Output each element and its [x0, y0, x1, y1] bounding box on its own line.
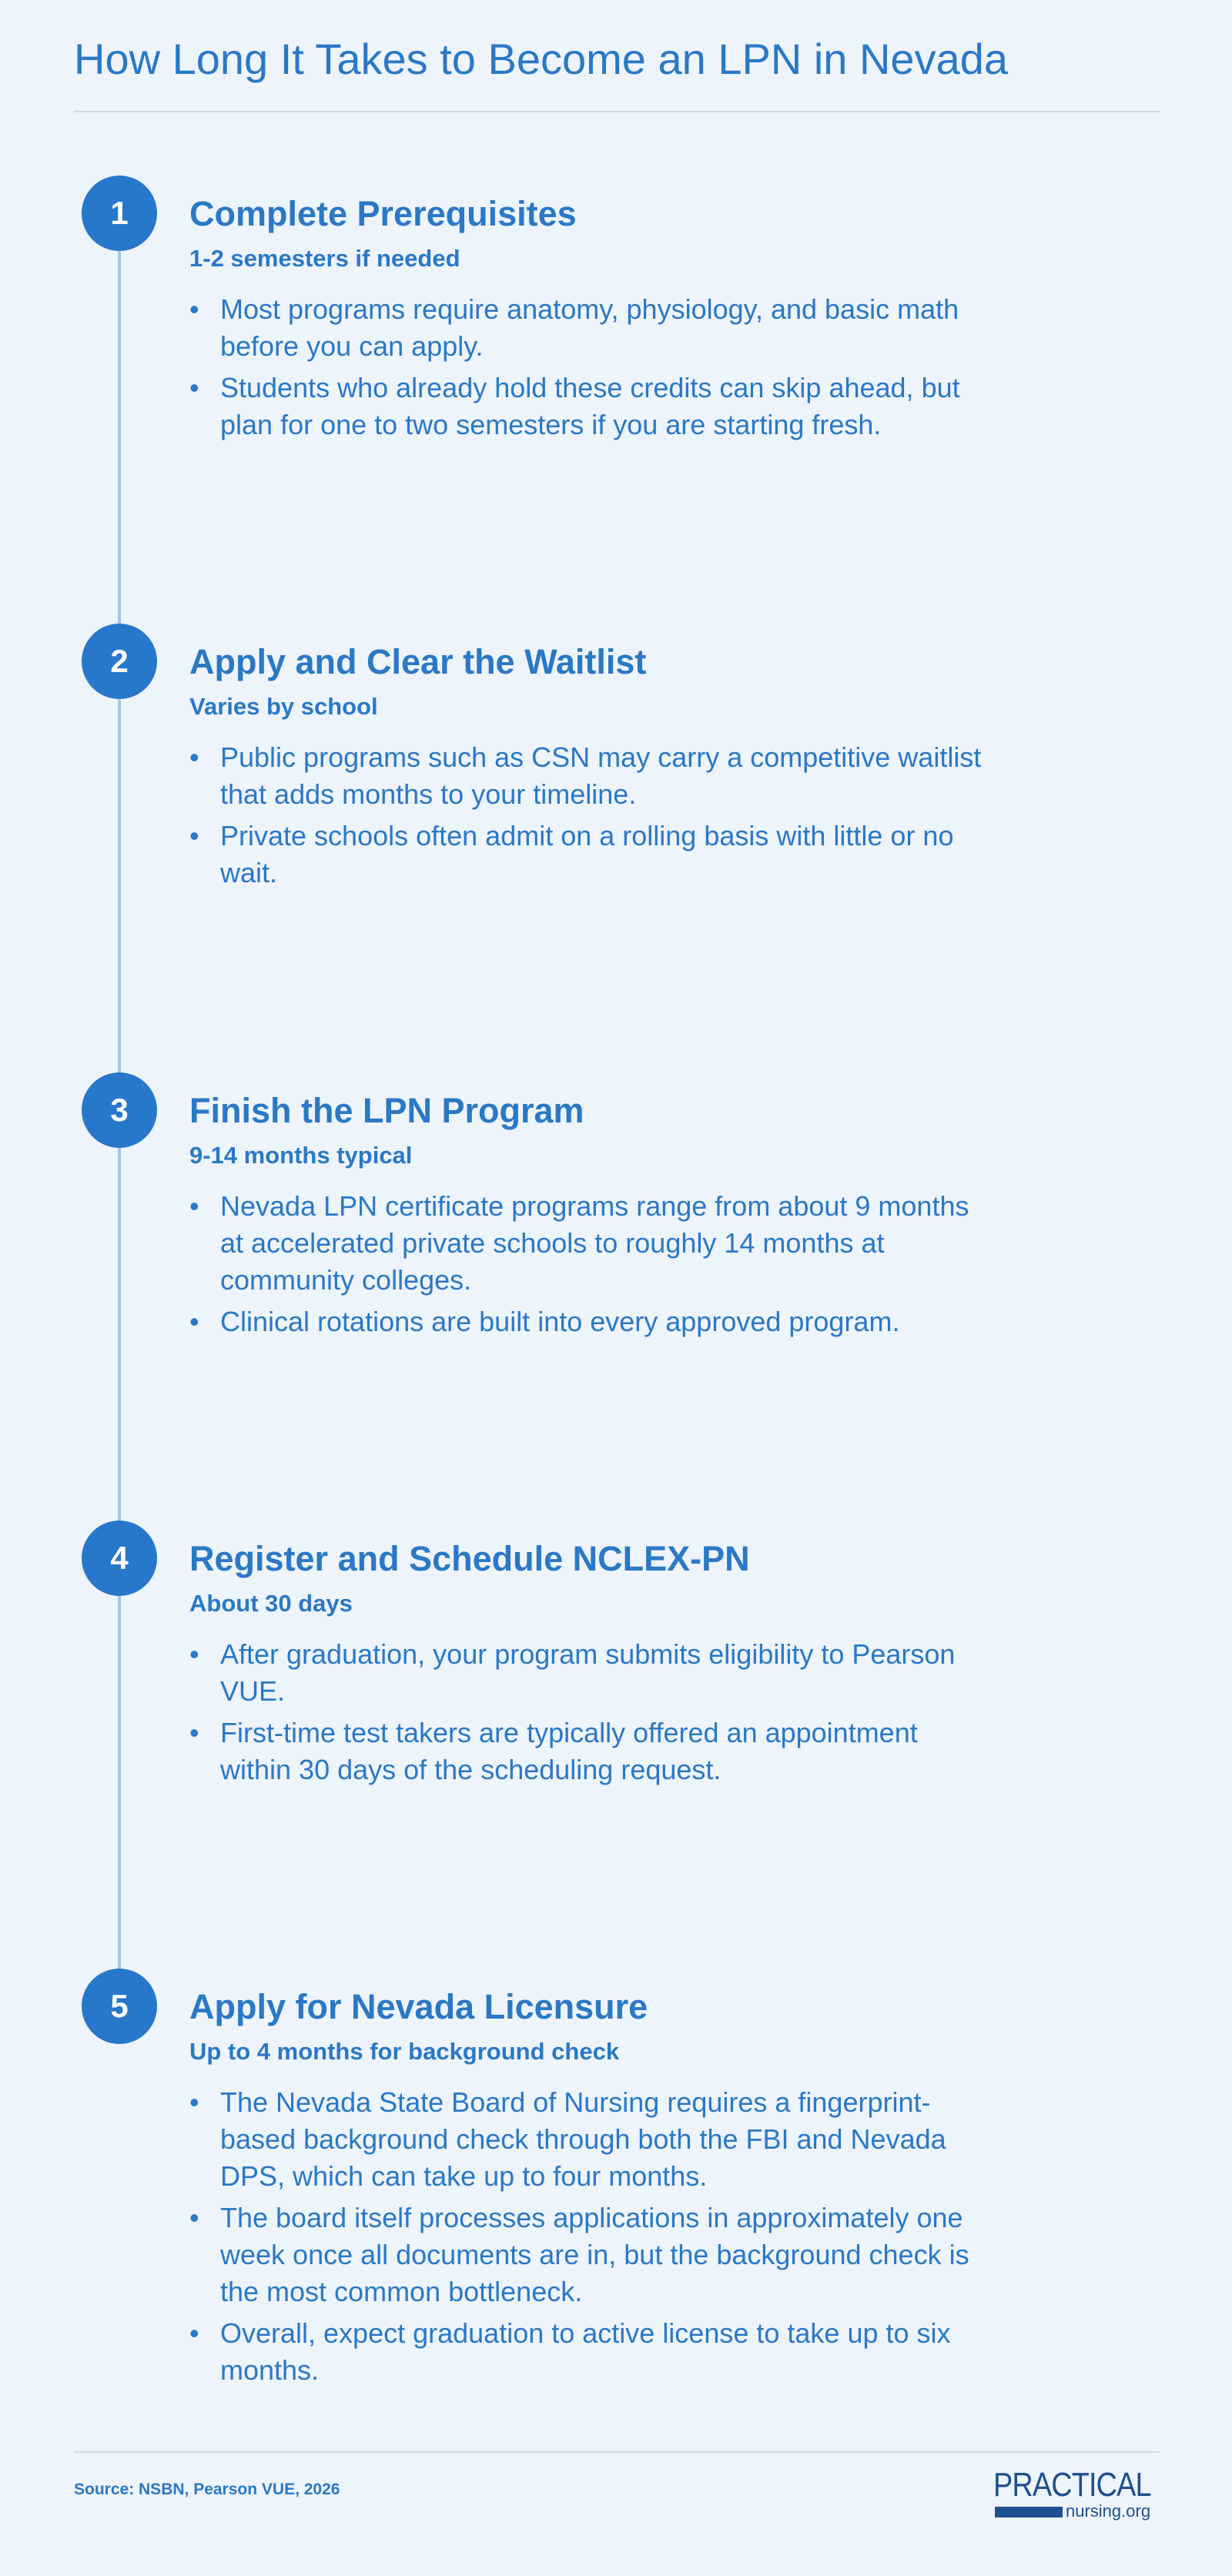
- bullet-item: [189, 1636, 983, 1710]
- step-number-badge: 5: [82, 1969, 157, 2044]
- bullet-text: Public programs such as CSN may carry a competitive waitlist that adds months to your timeline.: [220, 741, 982, 810]
- bullet-dot-icon: •: [189, 1306, 199, 1337]
- bullet-dot-icon: •: [189, 820, 199, 851]
- step-duration: Varies by school: [189, 693, 378, 720]
- bullet-item: [189, 370, 983, 443]
- step-title: Finish the LPN Program: [189, 1091, 584, 1130]
- bullet-item: [189, 739, 983, 813]
- step-number-badge: 4: [82, 1521, 157, 1596]
- bullet-dot-icon: •: [189, 1190, 199, 1222]
- bullet-text: Clinical rotations are built into every approved program.: [220, 1306, 900, 1337]
- bullet-dot-icon: •: [189, 2317, 199, 2349]
- step-duration: About 30 days: [189, 1590, 353, 1617]
- logo-bar: [995, 2507, 1063, 2517]
- bullet-dot-icon: •: [189, 1717, 199, 1748]
- bullet-text: After graduation, your program submits eligibility to Pearson VUE.: [220, 1638, 956, 1707]
- practical-nursing-logo: [993, 2468, 1160, 2527]
- footer-divider: [74, 2451, 1160, 2453]
- step-bullet-list: [189, 2084, 983, 2394]
- bullet-dot-icon: •: [189, 1638, 199, 1670]
- step-bullet-list: [189, 1188, 983, 1345]
- bullet-item: [189, 2315, 983, 2389]
- bullet-dot-icon: •: [189, 372, 199, 403]
- bullet-text: Overall, expect graduation to active license to take up to six months.: [220, 2317, 951, 2386]
- page-title: How Long It Takes to Become an LPN in Nevada: [74, 35, 1008, 83]
- source-note: Source: NSBN, Pearson VUE, 2026: [74, 2481, 340, 2498]
- bullet-text: The Nevada State Board of Nursing requires a fingerprint-based background check through both the FBI and Nevada DPS, which can take up to four months.: [220, 2086, 946, 2192]
- bullet-text: First-time test takers are typically offered an appointment within 30 days of the scheduling request.: [220, 1717, 918, 1785]
- step-title: Register and Schedule NCLEX-PN: [189, 1539, 750, 1578]
- bullet-item: [189, 818, 983, 892]
- logo-domain: nursing.org: [1066, 2501, 1151, 2521]
- bullet-item: [189, 2084, 983, 2195]
- step-duration: 1-2 semesters if needed: [189, 245, 460, 272]
- step-bullet-list: [189, 1636, 983, 1793]
- step-number-badge: 3: [82, 1072, 157, 1148]
- step-number-badge: 1: [82, 176, 157, 251]
- step-bullet-list: [189, 739, 983, 896]
- step-duration: 9-14 months typical: [189, 1142, 413, 1169]
- bullet-text: Nevada LPN certificate programs range from about 9 months at accelerated private schools to roughly 14 months at community colleges.: [220, 1190, 969, 1296]
- step-bullet-list: [189, 291, 983, 448]
- step-title: Complete Prerequisites: [189, 194, 577, 233]
- bullet-dot-icon: •: [189, 741, 199, 773]
- bullet-dot-icon: •: [189, 2086, 199, 2118]
- bullet-dot-icon: •: [189, 2202, 199, 2233]
- logo-wordmark: PRACTICAL: [993, 2466, 1151, 2504]
- bullet-text: Students who already hold these credits can skip ahead, but plan for one to two semesters if you are starting fresh.: [220, 372, 960, 440]
- bullet-item: [189, 1303, 983, 1340]
- bullet-item: [189, 291, 983, 365]
- step-duration: Up to 4 months for background check: [189, 2038, 620, 2065]
- step-title: Apply for Nevada Licensure: [189, 1987, 648, 2026]
- step-number-badge: 2: [82, 624, 157, 699]
- bullet-item: [189, 2200, 983, 2310]
- bullet-dot-icon: •: [189, 293, 199, 325]
- bullet-text: The board itself processes applications in approximately one week once all documents are in, but the background check is the most common bottleneck.: [220, 2202, 969, 2307]
- bullet-text: Most programs require anatomy, physiology, and basic math before you can apply.: [220, 293, 959, 362]
- header-divider: [74, 111, 1160, 112]
- bullet-text: Private schools often admit on a rolling basis with little or no wait.: [220, 820, 954, 888]
- step-title: Apply and Clear the Waitlist: [189, 642, 647, 681]
- bullet-item: [189, 1188, 983, 1299]
- bullet-item: [189, 1715, 983, 1788]
